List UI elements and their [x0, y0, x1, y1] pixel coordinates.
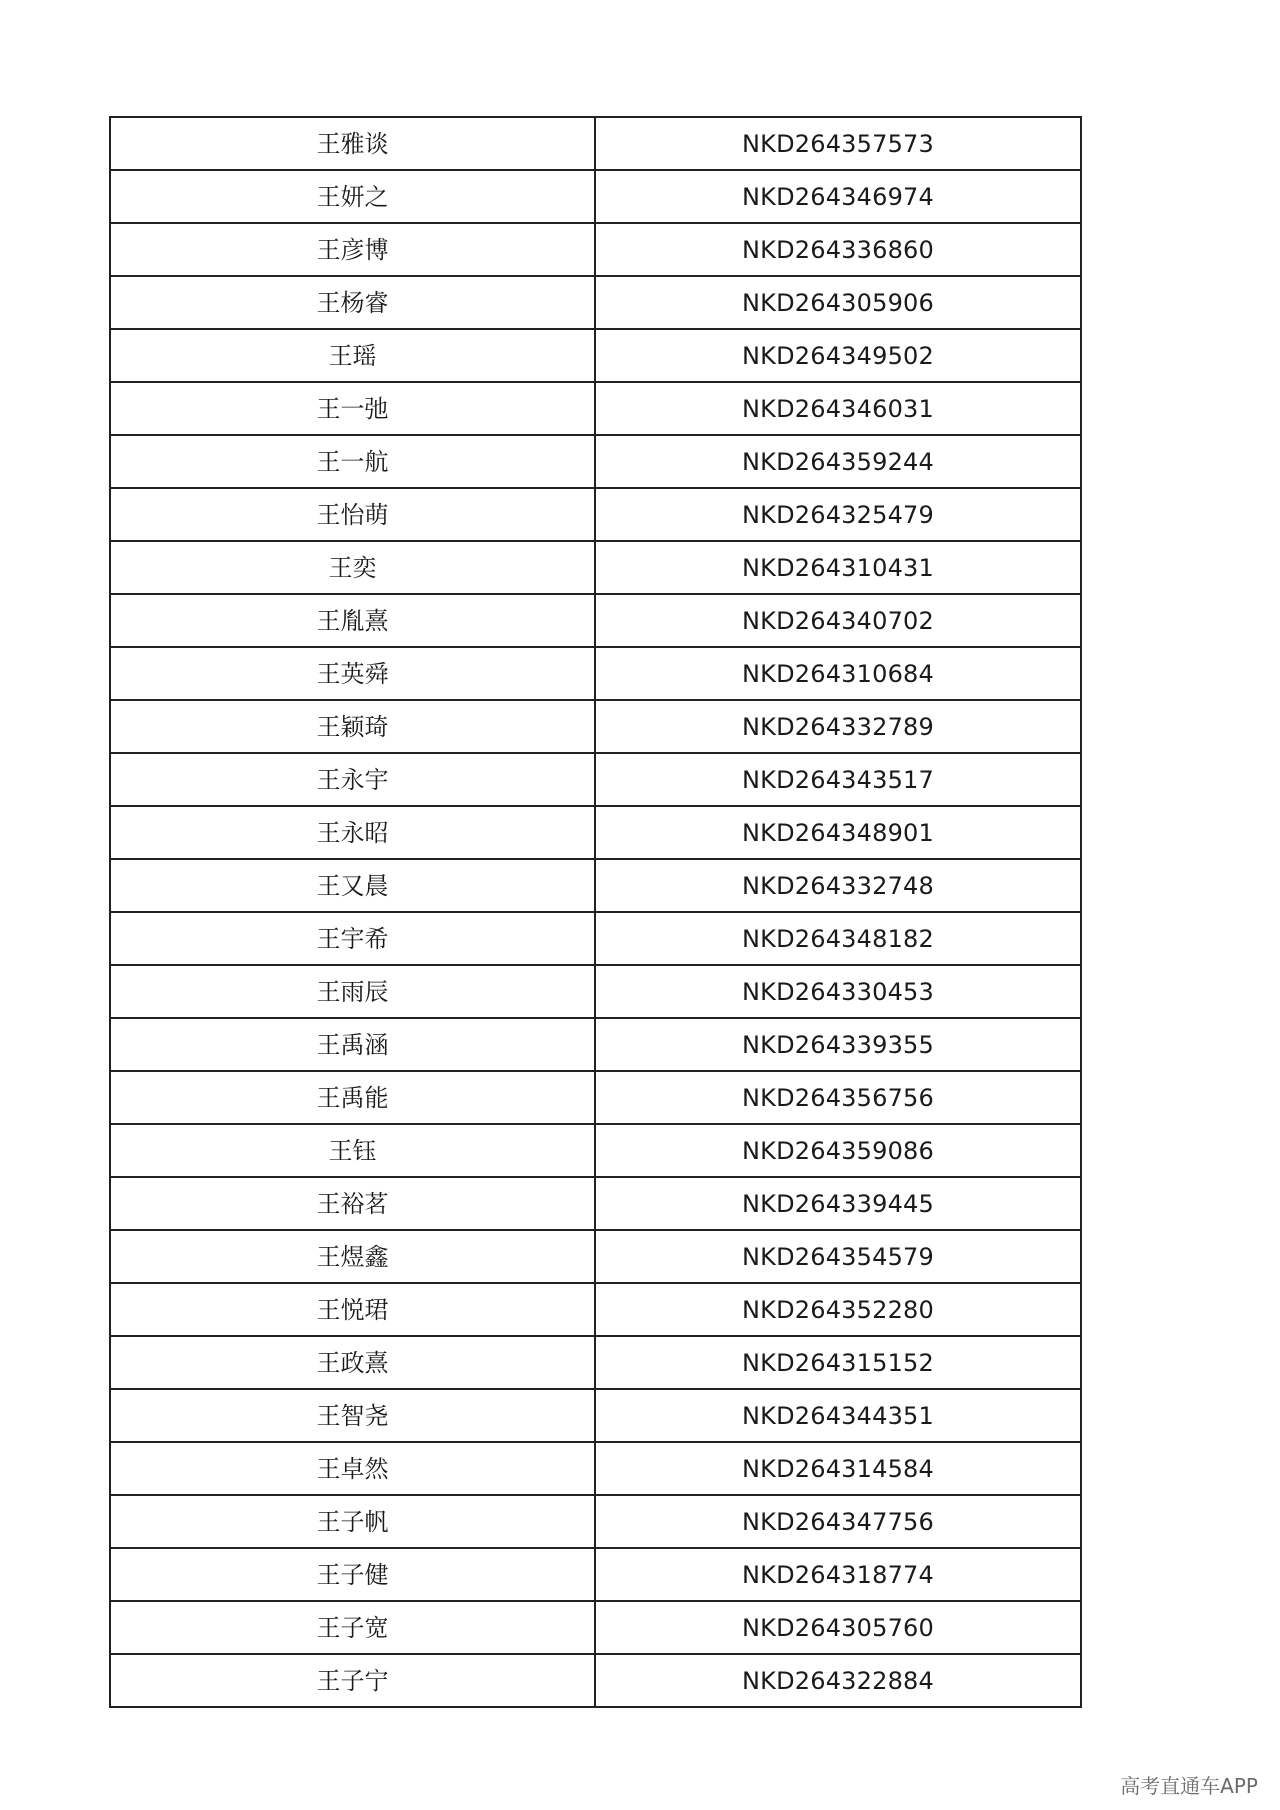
- id-cell: NKD264354579: [595, 1230, 1081, 1283]
- name-cell: 王瑶: [110, 329, 595, 382]
- name-cell: 王永昭: [110, 806, 595, 859]
- table-row: [110, 541, 1081, 594]
- table-row: [110, 329, 1081, 382]
- id-cell: NKD264340702: [595, 594, 1081, 647]
- table-row: [110, 1442, 1081, 1495]
- id-cell: NKD264315152: [595, 1336, 1081, 1389]
- table-row: [110, 1654, 1081, 1707]
- table-row: [110, 806, 1081, 859]
- name-cell: 王禹涵: [110, 1018, 595, 1071]
- table-row: [110, 700, 1081, 753]
- name-cell: 王一弛: [110, 382, 595, 435]
- table-row: [110, 912, 1081, 965]
- table-row: [110, 170, 1081, 223]
- name-cell: 王子帆: [110, 1495, 595, 1548]
- table-row: [110, 1601, 1081, 1654]
- id-cell: NKD264314584: [595, 1442, 1081, 1495]
- id-cell: NKD264332789: [595, 700, 1081, 753]
- name-cell: 王钰: [110, 1124, 595, 1177]
- table-row: [110, 859, 1081, 912]
- name-cell: 王卓然: [110, 1442, 595, 1495]
- name-cell: 王英舜: [110, 647, 595, 700]
- name-cell: 王颖琦: [110, 700, 595, 753]
- id-cell: NKD264310684: [595, 647, 1081, 700]
- id-cell: NKD264349502: [595, 329, 1081, 382]
- table-row: [110, 647, 1081, 700]
- table-row: [110, 753, 1081, 806]
- name-cell: 王禹能: [110, 1071, 595, 1124]
- id-cell: NKD264330453: [595, 965, 1081, 1018]
- watermark: 高考直通车APP: [1120, 1774, 1258, 1798]
- name-cell: 王又晨: [110, 859, 595, 912]
- name-cell: 王雅谈: [110, 117, 595, 170]
- id-cell: NKD264322884: [595, 1654, 1081, 1707]
- id-cell: NKD264305760: [595, 1601, 1081, 1654]
- id-cell: NKD264339355: [595, 1018, 1081, 1071]
- name-cell: 王子宽: [110, 1601, 595, 1654]
- name-cell: 王子健: [110, 1548, 595, 1601]
- name-cell: 王彦博: [110, 223, 595, 276]
- table-row: [110, 1336, 1081, 1389]
- table-row: [110, 117, 1081, 170]
- name-cell: 王胤熹: [110, 594, 595, 647]
- name-cell: 王子宁: [110, 1654, 595, 1707]
- table-row: [110, 1071, 1081, 1124]
- table-row: [110, 1389, 1081, 1442]
- id-cell: NKD264318774: [595, 1548, 1081, 1601]
- table-row: [110, 965, 1081, 1018]
- id-cell: NKD264359086: [595, 1124, 1081, 1177]
- table-row: [110, 1495, 1081, 1548]
- name-cell: 王裕茗: [110, 1177, 595, 1230]
- id-cell: NKD264357573: [595, 117, 1081, 170]
- name-cell: 王宇希: [110, 912, 595, 965]
- roster-body: [110, 117, 1081, 1707]
- roster-table: [109, 116, 1082, 1708]
- table-row: [110, 223, 1081, 276]
- id-cell: NKD264347756: [595, 1495, 1081, 1548]
- id-cell: NKD264348182: [595, 912, 1081, 965]
- table-row: [110, 1124, 1081, 1177]
- table-row: [110, 1018, 1081, 1071]
- table-row: [110, 594, 1081, 647]
- table-row: [110, 1230, 1081, 1283]
- name-cell: 王雨辰: [110, 965, 595, 1018]
- table-row: [110, 435, 1081, 488]
- name-cell: 王智尧: [110, 1389, 595, 1442]
- table-row: [110, 1283, 1081, 1336]
- id-cell: NKD264346031: [595, 382, 1081, 435]
- id-cell: NKD264332748: [595, 859, 1081, 912]
- name-cell: 王永宇: [110, 753, 595, 806]
- id-cell: NKD264343517: [595, 753, 1081, 806]
- id-cell: NKD264346974: [595, 170, 1081, 223]
- name-cell: 王一航: [110, 435, 595, 488]
- name-cell: 王奕: [110, 541, 595, 594]
- id-cell: NKD264344351: [595, 1389, 1081, 1442]
- id-cell: NKD264352280: [595, 1283, 1081, 1336]
- table-row: [110, 1548, 1081, 1601]
- name-cell: 王妍之: [110, 170, 595, 223]
- name-cell: 王悦珺: [110, 1283, 595, 1336]
- id-cell: NKD264356756: [595, 1071, 1081, 1124]
- table-row: [110, 382, 1081, 435]
- id-cell: NKD264325479: [595, 488, 1081, 541]
- id-cell: NKD264339445: [595, 1177, 1081, 1230]
- name-cell: 王政熹: [110, 1336, 595, 1389]
- table-row: [110, 276, 1081, 329]
- id-cell: NKD264359244: [595, 435, 1081, 488]
- name-cell: 王煜鑫: [110, 1230, 595, 1283]
- id-cell: NKD264348901: [595, 806, 1081, 859]
- id-cell: NKD264305906: [595, 276, 1081, 329]
- id-cell: NKD264336860: [595, 223, 1081, 276]
- table-row: [110, 488, 1081, 541]
- id-cell: NKD264310431: [595, 541, 1081, 594]
- name-cell: 王怡萌: [110, 488, 595, 541]
- name-cell: 王杨睿: [110, 276, 595, 329]
- table-row: [110, 1177, 1081, 1230]
